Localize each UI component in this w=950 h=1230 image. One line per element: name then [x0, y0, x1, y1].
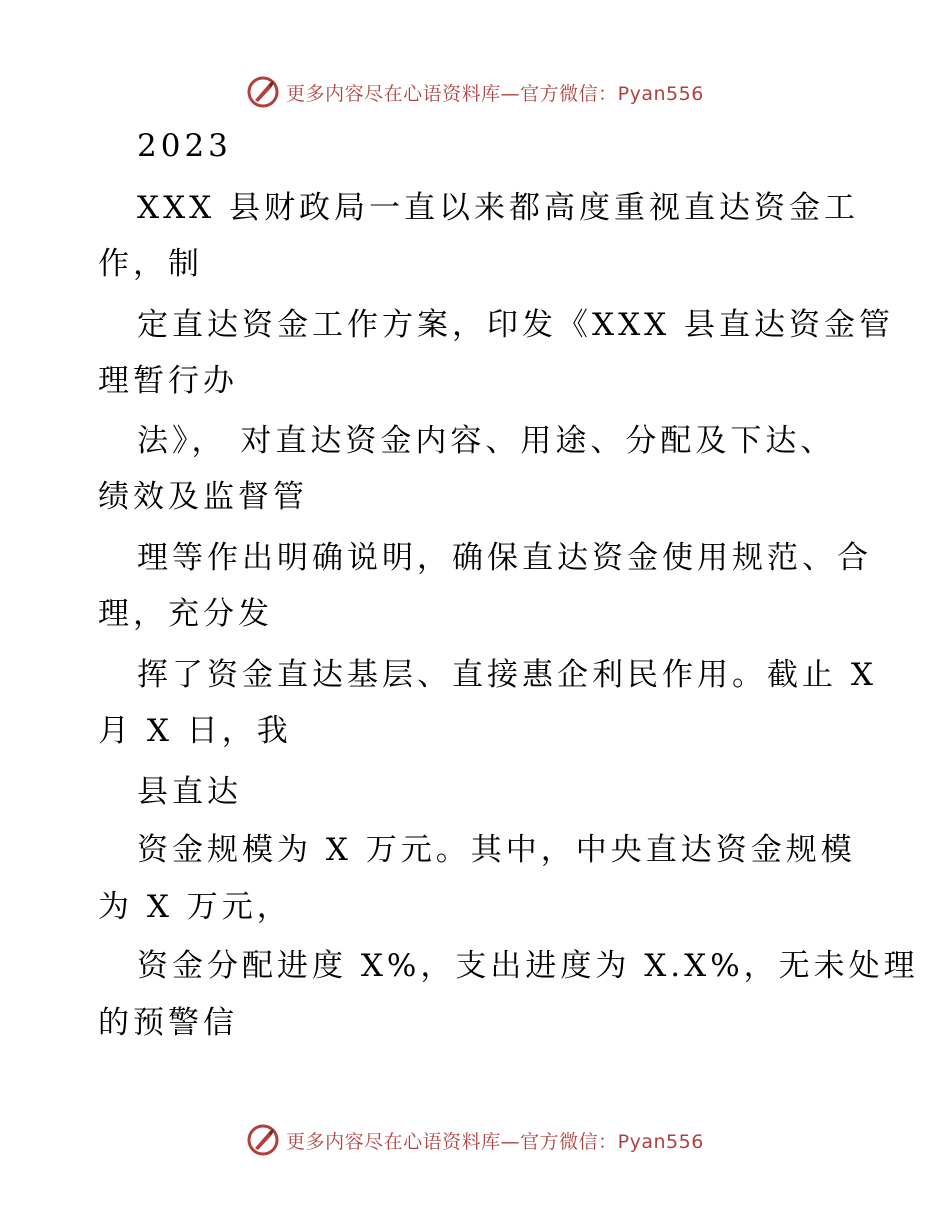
doc-line: 作，制 — [98, 246, 203, 282]
pen-logo-icon — [246, 75, 280, 109]
doc-line: 法》， 对直达资金内容、用途、分配及下达、 — [137, 423, 836, 459]
watermark-text: 更多内容尽在心语资料库—官方微信：Pyan556 — [286, 82, 704, 105]
doc-line: 县直达 — [137, 774, 242, 810]
doc-line: 理，充分发 — [98, 596, 273, 632]
doc-line: 月 X 日，我 — [98, 713, 292, 749]
doc-line: 为 X 万元， — [98, 889, 292, 925]
doc-line: XXX 县财政局一直以来都高度重视直达资金工 — [137, 190, 860, 226]
doc-line: 2023 — [137, 128, 232, 164]
doc-line: 挥了资金直达基层、直接惠企利民作用。截止 X — [137, 657, 877, 693]
pen-logo-icon — [246, 1123, 280, 1157]
doc-line: 定直达资金工作方案，印发《XXX 县直达资金管 — [137, 307, 895, 343]
doc-line: 理暂行办 — [98, 363, 238, 399]
doc-line: 理等作出明确说明，确保直达资金使用规范、合 — [137, 540, 872, 576]
doc-line: 资金规模为 X 万元。其中，中央直达资金规模 — [137, 832, 856, 868]
doc-line: 绩效及监督管 — [98, 479, 308, 515]
doc-line: 的预警信 — [98, 1005, 238, 1041]
watermark-text: 更多内容尽在心语资料库—官方微信：Pyan556 — [286, 1130, 704, 1153]
watermark-footer — [0, 1120, 950, 1160]
doc-line: 资金分配进度 X%，支出进度为 X.X%，无未处理 — [137, 948, 919, 984]
watermark-header — [0, 72, 950, 112]
